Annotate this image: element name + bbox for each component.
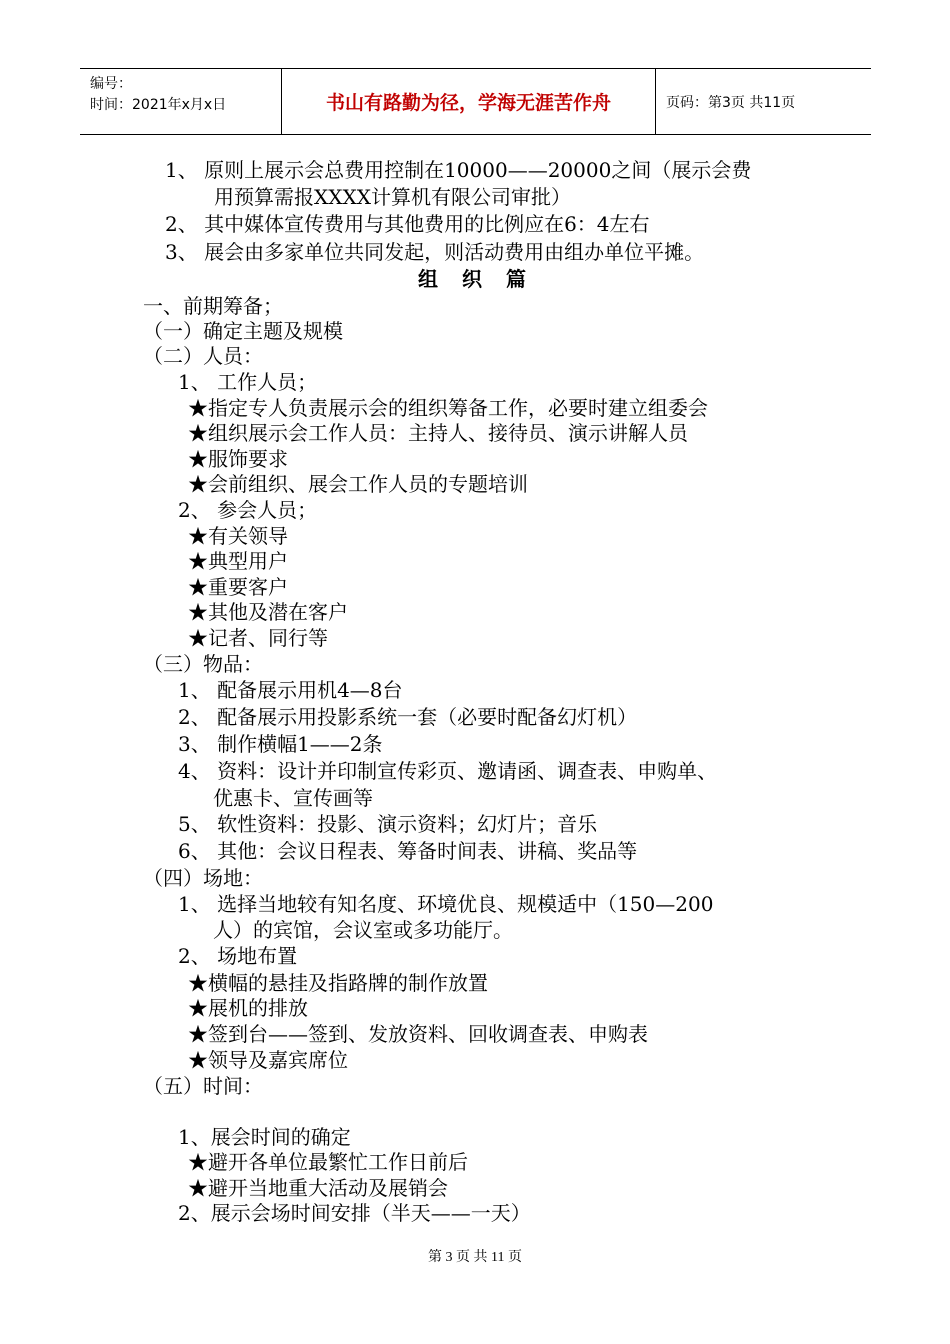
body-line: ★避开各单位最繁忙工作日前后 [188,1150,468,1174]
body-line: ★领导及嘉宾席位 [188,1048,348,1072]
page-footer: 第 3 页 共 11 页 [428,1250,522,1265]
body-line: 2、 场地布置 [178,944,298,968]
header-code: 编号： [90,76,132,92]
body-line: 2、 其中媒体宣传费用与其他费用的比例应在6：4左右 [165,212,650,236]
header-page-text: 页码：第3页 共11页 [666,94,796,111]
body-line: ★其他及潜在客户 [188,600,348,624]
body-line: 1、 配备展示用机4—8台 [178,678,403,702]
body-line: 人）的宾馆，会议室或多功能厅。 [213,918,513,942]
header-motto [282,69,656,134]
body-line: （二）人员： [143,344,263,368]
header-page [656,69,871,134]
body-line: ★横幅的悬挂及指路牌的制作放置 [188,971,488,995]
body-line: 优惠卡、宣传画等 [213,786,373,810]
body-line: 2、展示会场时间安排（半天——一天） [178,1201,531,1225]
body-line: 1、 原则上展示会总费用控制在10000——20000之间（展示会费 [165,158,752,182]
body-line: 1、 选择当地较有知名度、环境优良、规模适中（150—200 [178,892,714,916]
body-line: 1、展会时间的确定 [178,1125,351,1149]
body-line: 6、 其他：会议日程表、筹备时间表、讲稿、奖品等 [178,839,638,863]
section-title: 组织篇 [418,267,550,291]
header-meta [80,69,282,134]
body-line: 2、 参会人员； [178,498,318,522]
body-line: ★组织展示会工作人员：主持人、接待员、演示讲解人员 [188,421,688,445]
header-time: 时间：2021年x月x日 [90,97,227,113]
body-line: ★会前组织、展会工作人员的专题培训 [188,472,528,496]
body-line: ★重要客户 [188,575,288,599]
body-line: 2、 配备展示用投影系统一套（必要时配备幻灯机） [178,705,638,729]
body-line: ★避开当地重大活动及展销会 [188,1176,448,1200]
body-line: （一）确定主题及规模 [143,319,343,343]
body-line: ★指定专人负责展示会的组织筹备工作，必要时建立组委会 [188,396,708,420]
body-line: 用预算需报XXXX计算机有限公司审批） [214,185,571,209]
body-line: 3、 制作横幅1——2条 [178,732,383,756]
document-header [80,68,871,135]
body-line: 1、 工作人员； [178,370,318,394]
body-line: 5、 软性资料：投影、演示资料；幻灯片；音乐 [178,812,598,836]
body-line: ★展机的排放 [188,996,308,1020]
header-motto-text: 书山有路勤为径，学海无涯苦作舟 [325,92,611,114]
body-line: 一、前期筹备； [143,294,283,318]
body-line: （五）时间： [143,1074,263,1098]
body-line: ★典型用户 [188,549,288,573]
body-line: ★服饰要求 [188,447,288,471]
body-line: ★记者、同行等 [188,626,328,650]
body-line: 4、 资料：设计并印制宣传彩页、邀请函、调查表、申购单、 [178,759,718,783]
body-line: （三）物品： [143,652,263,676]
body-line: ★签到台——签到、发放资料、回收调查表、申购表 [188,1022,648,1046]
body-line: ★有关领导 [188,524,288,548]
body-line: （四）场地： [143,866,263,890]
body-line: 3、 展会由多家单位共同发起，则活动费用由组办单位平摊。 [165,240,705,264]
